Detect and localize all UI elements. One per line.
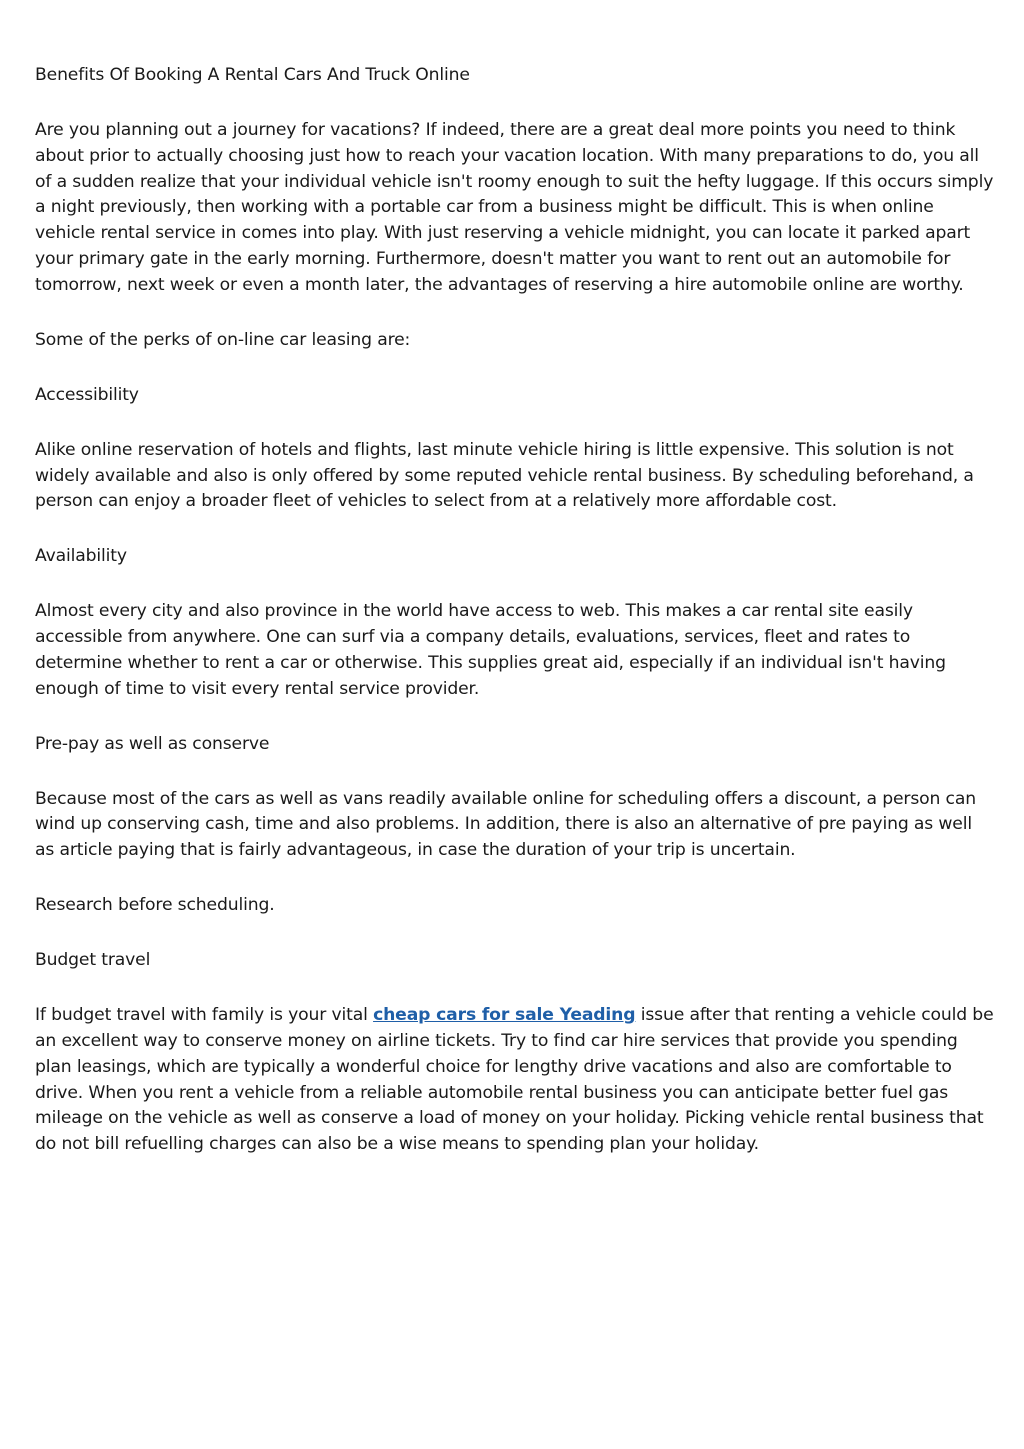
budget-text-before: If budget travel with family is your vital (35, 1005, 374, 1026)
perks-intro: Some of the perks of on-line car leasing are: (35, 329, 411, 350)
budget-paragraph (35, 1003, 995, 1158)
document-page (35, 63, 995, 1187)
prepay-paragraph: Because most of the cars as well as vans readily available online for scheduling offers a discount, a person can wind up conserving cash, time and also problems. In addition, there is also an alternative of pre paying as well as article paying that is fairly advantageous, in case the duration of your trip is uncertain. (35, 788, 976, 861)
intro-paragraph: Are you planning out a journey for vacations? If indeed, there are a great deal more points you need to think about prior to actually choosing just how to reach your vacation location. With many preparations to do, you all of a sudden realize that your individual vehicle isn't roomy enough to suit the hefty luggage. If this occurs simply a night previously, then working with a portable car from a business might be difficult. This is when online vehicle rental service in comes into play. With just reserving a vehicle midnight, you can locate it parked apart your primary gate in the early morning. Furthermore, doesn't matter you want to rent out an automobile for tomorrow, next week or even a month later, the advantages of reserving a hire automobile online are worthy. (35, 119, 994, 295)
cheap-cars-link[interactable]: cheap cars for sale Yeading (373, 1005, 636, 1026)
accessibility-paragraph: Alike online reservation of hotels and flights, last minute vehicle hiring is little expensive. This solution is not widely available and also is only offered by some reputed vehicle rental business. By scheduling beforehand, a person can enjoy a broader fleet of vehicles to select from at a relatively more affordable cost. (35, 439, 974, 512)
prepay-heading: Pre-pay as well as conserve (35, 733, 270, 754)
budget-heading: Budget travel (35, 950, 151, 971)
research-heading: Research before scheduling. (35, 895, 275, 916)
accessibility-heading: Accessibility (35, 384, 139, 405)
availability-heading: Availability (35, 546, 127, 567)
document-title: Benefits Of Booking A Rental Cars And Truck Online (35, 65, 470, 85)
budget-text-after: issue after that renting a vehicle could be an excellent way to conserve money on airline tickets. Try to find car hire services that provide you spending plan leasings, which are typically a wonderful choice for lengthy drive vacations and also are comfortable to drive. When you rent a vehicle from a reliable automobile rental business you can anticipate better fuel gas mileage on the vehicle as well as conserve a load of money on your holiday. Picking vehicle rental business that do not bill refuelling charges can also be a wise means to spending plan your holiday. (35, 1005, 994, 1155)
availability-paragraph: Almost every city and also province in the world have access to web. This makes a car rental site easily accessible from anywhere. One can surf via a company details, evaluations, services, fleet and rates to determine whether to rent a car or otherwise. This supplies great aid, especially if an individual isn't having enough of time to visit every rental service provider. (35, 601, 946, 699)
